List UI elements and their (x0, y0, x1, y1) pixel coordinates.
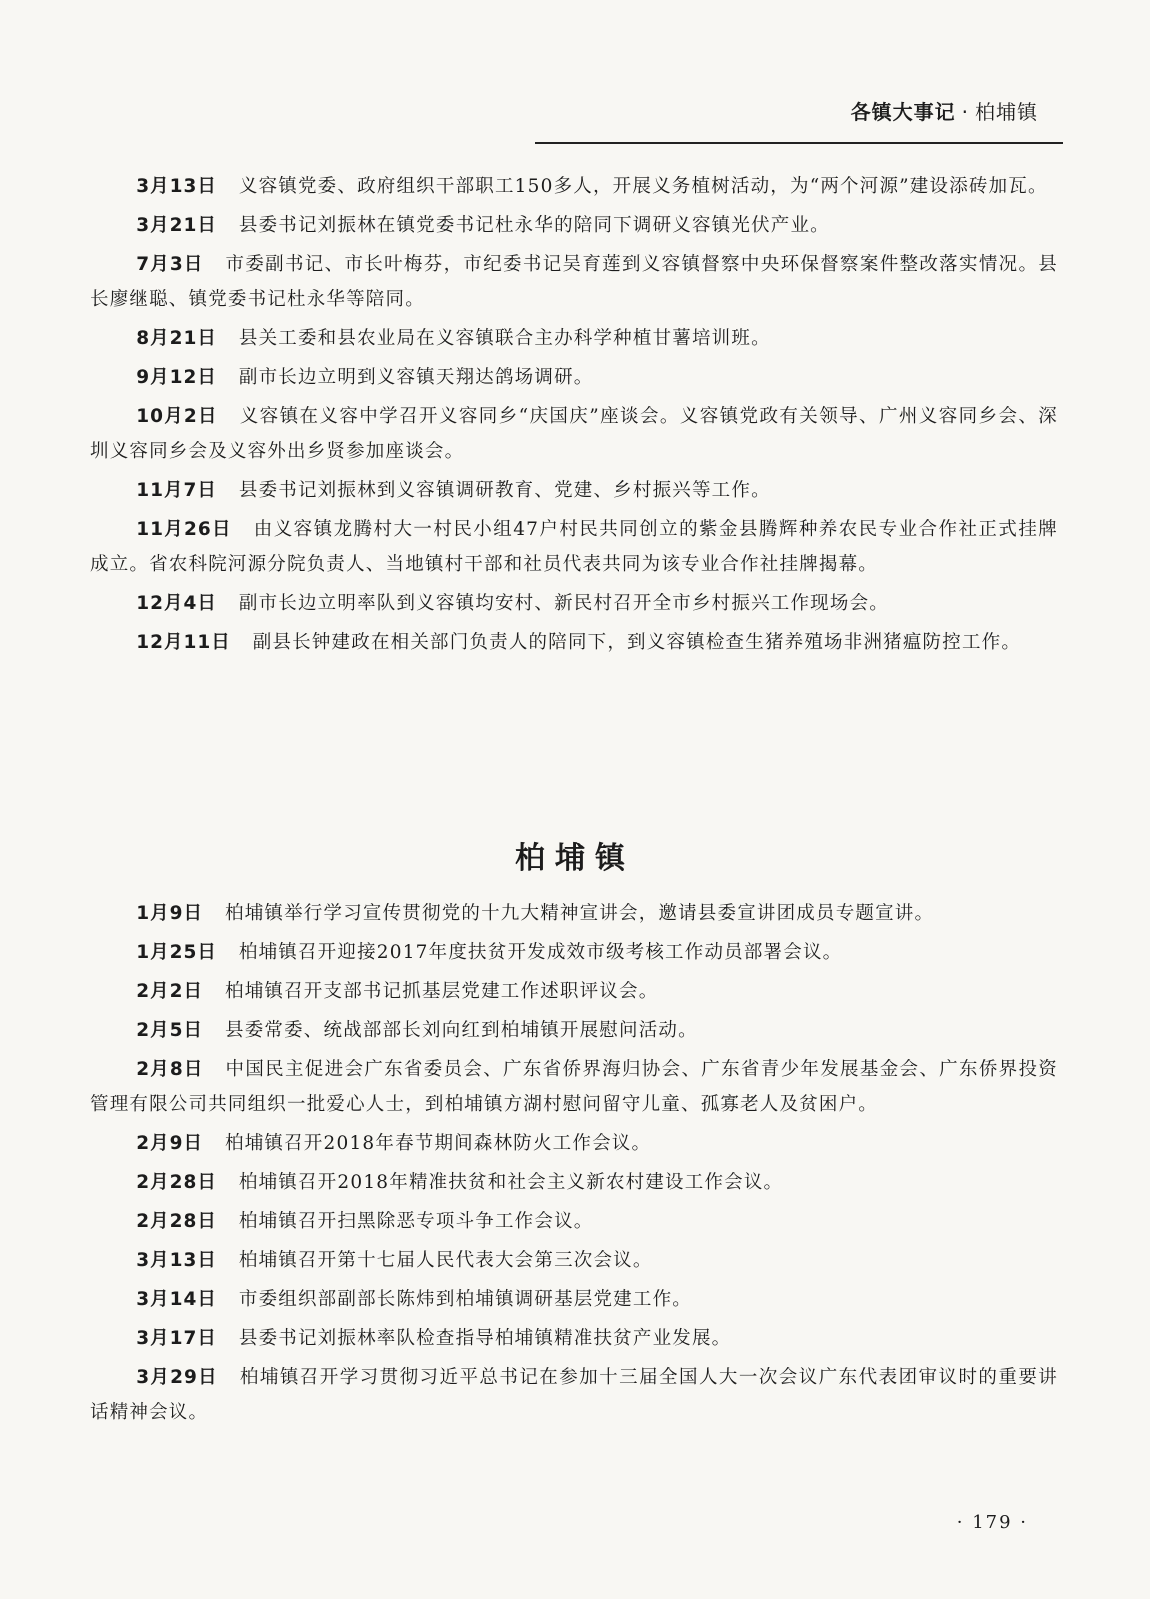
town-section-title: 柏埔镇 (515, 841, 635, 876)
page-number: · 179 · (956, 1512, 1028, 1533)
running-header (851, 96, 1038, 125)
event-entry (90, 1321, 1058, 1356)
entry-date: 2月2日 (136, 981, 203, 1002)
event-entry (90, 473, 1058, 508)
entry-date: 3月29日 (136, 1367, 218, 1388)
entry-date: 9月12日 (136, 367, 217, 388)
header-rule (535, 142, 1063, 144)
entry-date: 2月9日 (136, 1133, 203, 1154)
entry-text: 由义容镇龙腾村大一村民小组47户村民共同创立的紫金县腾辉种养农民专业合作社正式挂牌成立。省农科院河源分院负责人、当地镇村干部和社员代表共同为该专业合作社挂牌揭幕。 (90, 519, 1058, 575)
entry-date: 3月17日 (136, 1328, 217, 1349)
entry-date: 1月9日 (136, 903, 203, 924)
entry-date: 2月5日 (136, 1020, 203, 1041)
event-entry (90, 625, 1058, 660)
entry-date: 12月4日 (136, 593, 217, 614)
previous-town-entries (90, 169, 1058, 664)
event-entry (90, 1052, 1058, 1122)
event-entry (90, 321, 1058, 356)
entry-date: 10月2日 (136, 406, 218, 427)
event-entry (90, 399, 1058, 469)
event-entry (90, 1013, 1058, 1048)
entry-text: 副市长边立明率队到义容镇均安村、新民村召开全市乡村振兴工作现场会。 (238, 593, 889, 614)
event-entry (90, 360, 1058, 395)
entry-text: 义容镇党委、政府组织干部职工150多人，开展义务植树活动，为“两个河源”建设添砖加瓦。 (238, 176, 1048, 197)
entry-date: 12月11日 (136, 632, 231, 653)
entry-text: 县委书记刘振林到义容镇调研教育、党建、乡村振兴等工作。 (238, 480, 771, 501)
entry-text: 中国民主促进会广东省委员会、广东省侨界海归协会、广东省青少年发展基金会、广东侨界投资管理有限公司共同组织一批爱心人士，到柏埔镇方湖村慰问留守儿童、孤寡老人及贫困户。 (90, 1059, 1059, 1115)
entry-text: 柏埔镇召开学习贯彻习近平总书记在参加十三届全国人大一次会议广东代表团审议时的重要讲话精神会议。 (90, 1367, 1058, 1423)
entry-text: 柏埔镇召开扫黑除恶专项斗争工作会议。 (238, 1211, 594, 1232)
entry-date: 7月3日 (136, 254, 204, 275)
town-entries (90, 896, 1058, 1434)
entry-text: 柏埔镇召开2018年春节期间森林防火工作会议。 (225, 1133, 652, 1154)
entry-text: 义容镇在义容中学召开义容同乡“庆国庆”座谈会。义容镇党政有关领导、广州义容同乡会、深圳义容同乡会及义容外出乡贤参加座谈会。 (90, 406, 1058, 462)
event-entry (90, 247, 1058, 317)
event-entry (90, 169, 1058, 204)
event-entry (90, 586, 1058, 621)
header-town: 柏埔镇 (975, 100, 1038, 124)
event-entry (90, 1360, 1058, 1430)
event-entry (90, 1282, 1058, 1317)
event-entry (90, 935, 1058, 970)
entry-text: 县关工委和县农业局在义容镇联合主办科学种植甘薯培训班。 (238, 328, 771, 349)
event-entry (90, 1126, 1058, 1161)
event-entry (90, 512, 1058, 582)
event-entry (90, 208, 1058, 243)
entry-text: 市委组织部副部长陈炜到柏埔镇调研基层党建工作。 (238, 1289, 692, 1310)
entry-text: 副市长边立明到义容镇天翔达鸽场调研。 (238, 367, 594, 388)
entry-date: 2月28日 (136, 1211, 217, 1232)
entry-text: 县委书记刘振林在镇党委书记杜永华的陪同下调研义容镇光伏产业。 (238, 215, 830, 236)
entry-text: 市委副书记、市长叶梅芬，市纪委书记吴育莲到义容镇督察中央环保督察案件整改落实情况。县长廖继聪、镇党委书记杜永华等陪同。 (90, 254, 1059, 310)
event-entry (90, 1204, 1058, 1239)
entry-date: 3月14日 (136, 1289, 217, 1310)
entry-text: 柏埔镇召开支部书记抓基层党建工作述职评议会。 (225, 981, 659, 1002)
entry-date: 3月13日 (136, 176, 217, 197)
entry-text: 副县长钟建政在相关部门负责人的陪同下，到义容镇检查生猪养殖场非洲猪瘟防控工作。 (252, 632, 1022, 653)
header-section: 各镇大事记 (850, 100, 956, 124)
entry-date: 1月25日 (136, 942, 217, 963)
header-separator: · (961, 100, 969, 124)
entry-text: 县委书记刘振林率队检查指导柏埔镇精准扶贫产业发展。 (238, 1328, 732, 1349)
entry-text: 县委常委、统战部部长刘向红到柏埔镇开展慰问活动。 (225, 1020, 698, 1041)
entry-date: 3月13日 (136, 1250, 217, 1271)
entry-text: 柏埔镇举行学习宣传贯彻党的十九大精神宣讲会，邀请县委宣讲团成员专题宣讲。 (225, 903, 935, 924)
entry-date: 3月21日 (136, 215, 217, 236)
event-entry (90, 896, 1058, 931)
event-entry (90, 1165, 1058, 1200)
entry-text: 柏埔镇召开迎接2017年度扶贫开发成效市级考核工作动员部署会议。 (238, 942, 843, 963)
entry-date: 2月28日 (136, 1172, 217, 1193)
entry-text: 柏埔镇召开第十七届人民代表大会第三次会议。 (238, 1250, 653, 1271)
entry-date: 11月7日 (136, 480, 217, 501)
entry-text: 柏埔镇召开2018年精准扶贫和社会主义新农村建设工作会议。 (238, 1172, 784, 1193)
entry-date: 2月8日 (136, 1059, 204, 1080)
entry-date: 8月21日 (136, 328, 217, 349)
event-entry (90, 974, 1058, 1009)
event-entry (90, 1243, 1058, 1278)
entry-date: 11月26日 (136, 519, 232, 540)
